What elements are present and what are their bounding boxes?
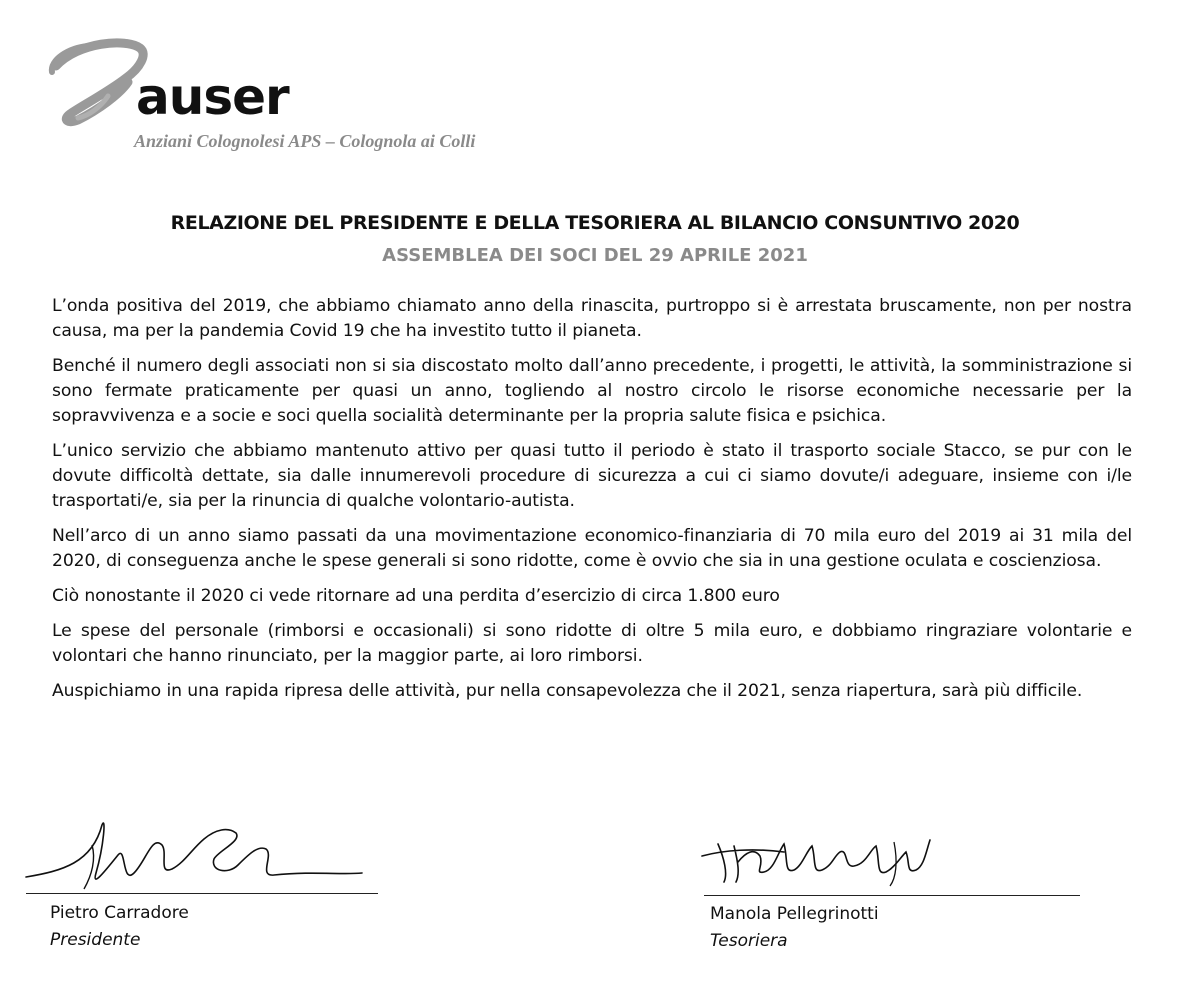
signature-line <box>26 893 378 894</box>
logo-wordmark: auser <box>136 68 289 126</box>
handwritten-signature-icon <box>694 822 944 892</box>
document-subtitle: ASSEMBLEA DEI SOCI DEL 29 APRILE 2021 <box>382 245 808 266</box>
paragraph: Auspichiamo in una rapida ripresa delle attività, pur nella consapevolezza che il 2021, senza riapertura, sarà più difficile. <box>52 681 1083 701</box>
auser-logo <box>48 38 308 128</box>
document-body <box>52 294 1132 714</box>
paragraph: L’onda positiva del 2019, che abbiamo chiamato anno della rinascita, purtroppo si è arrestata bruscamente, non per nostra causa, ma per la pandemia Covid 19 che ha investito tutto il pianeta. <box>52 296 1132 341</box>
organization-subtitle: Anziani Colognolesi APS – Colognola ai Colli <box>134 131 476 151</box>
treasurer-role: Tesoriera <box>710 931 788 951</box>
signature-block-president <box>22 815 382 955</box>
signature-block-treasurer <box>690 822 1090 952</box>
paragraph: Nell’arco di un anno siamo passati da una movimentazione economico-finanziaria di 70 mila euro del 2019 ai 31 mila del 2020, di conseguenza anche le spese generali si sono ridotte, come è ovvio che sia in una gestione oculata e coscienziosa. <box>52 526 1132 571</box>
handwritten-signature-icon <box>22 815 382 905</box>
president-role-label: Presidente <box>50 930 141 950</box>
signature-line <box>704 895 1080 896</box>
president-name: Pietro Carradore <box>50 903 189 923</box>
paragraph: Ciò nonostante il 2020 ci vede ritornare ad una perdita d’esercizio di circa 1.800 euro <box>52 586 780 606</box>
paragraph: Benché il numero degli associati non si sia discostato molto dall’anno precedente, i progetti, le attività, la somministrazione si sono fermate praticamente per quasi un anno, togliendo al nostro circolo le risorse economiche necessarie per la sopravvivenza e a socie e soci quella socialità determinante per la propria salute fisica e psichica. <box>52 356 1132 426</box>
document-title: RELAZIONE DEL PRESIDENTE E DELLA TESORIERA AL BILANCIO CONSUNTIVO 2020 <box>170 212 1020 234</box>
paragraph: Le spese del personale (rimborsi e occasionali) si sono ridotte di oltre 5 mila euro, e dobbiamo ringraziare volontarie e volontari che hanno rinunciato, per la maggior parte, ai loro rimborsi. <box>52 621 1132 666</box>
treasurer-name: Manola Pellegrinotti <box>710 904 879 924</box>
paragraph: L’unico servizio che abbiamo mantenuto attivo per quasi tutto il periodo è stato il trasporto sociale Stacco, se pur con le dovute difficoltà dettate, sia dalle innumerevoli procedure di sicurezza a cui ci siamo dovute/i adeguare, insieme con i/le trasportati/e, sia per la rinuncia di qualche volontario-autista. <box>52 441 1132 511</box>
president-role <box>50 930 140 950</box>
